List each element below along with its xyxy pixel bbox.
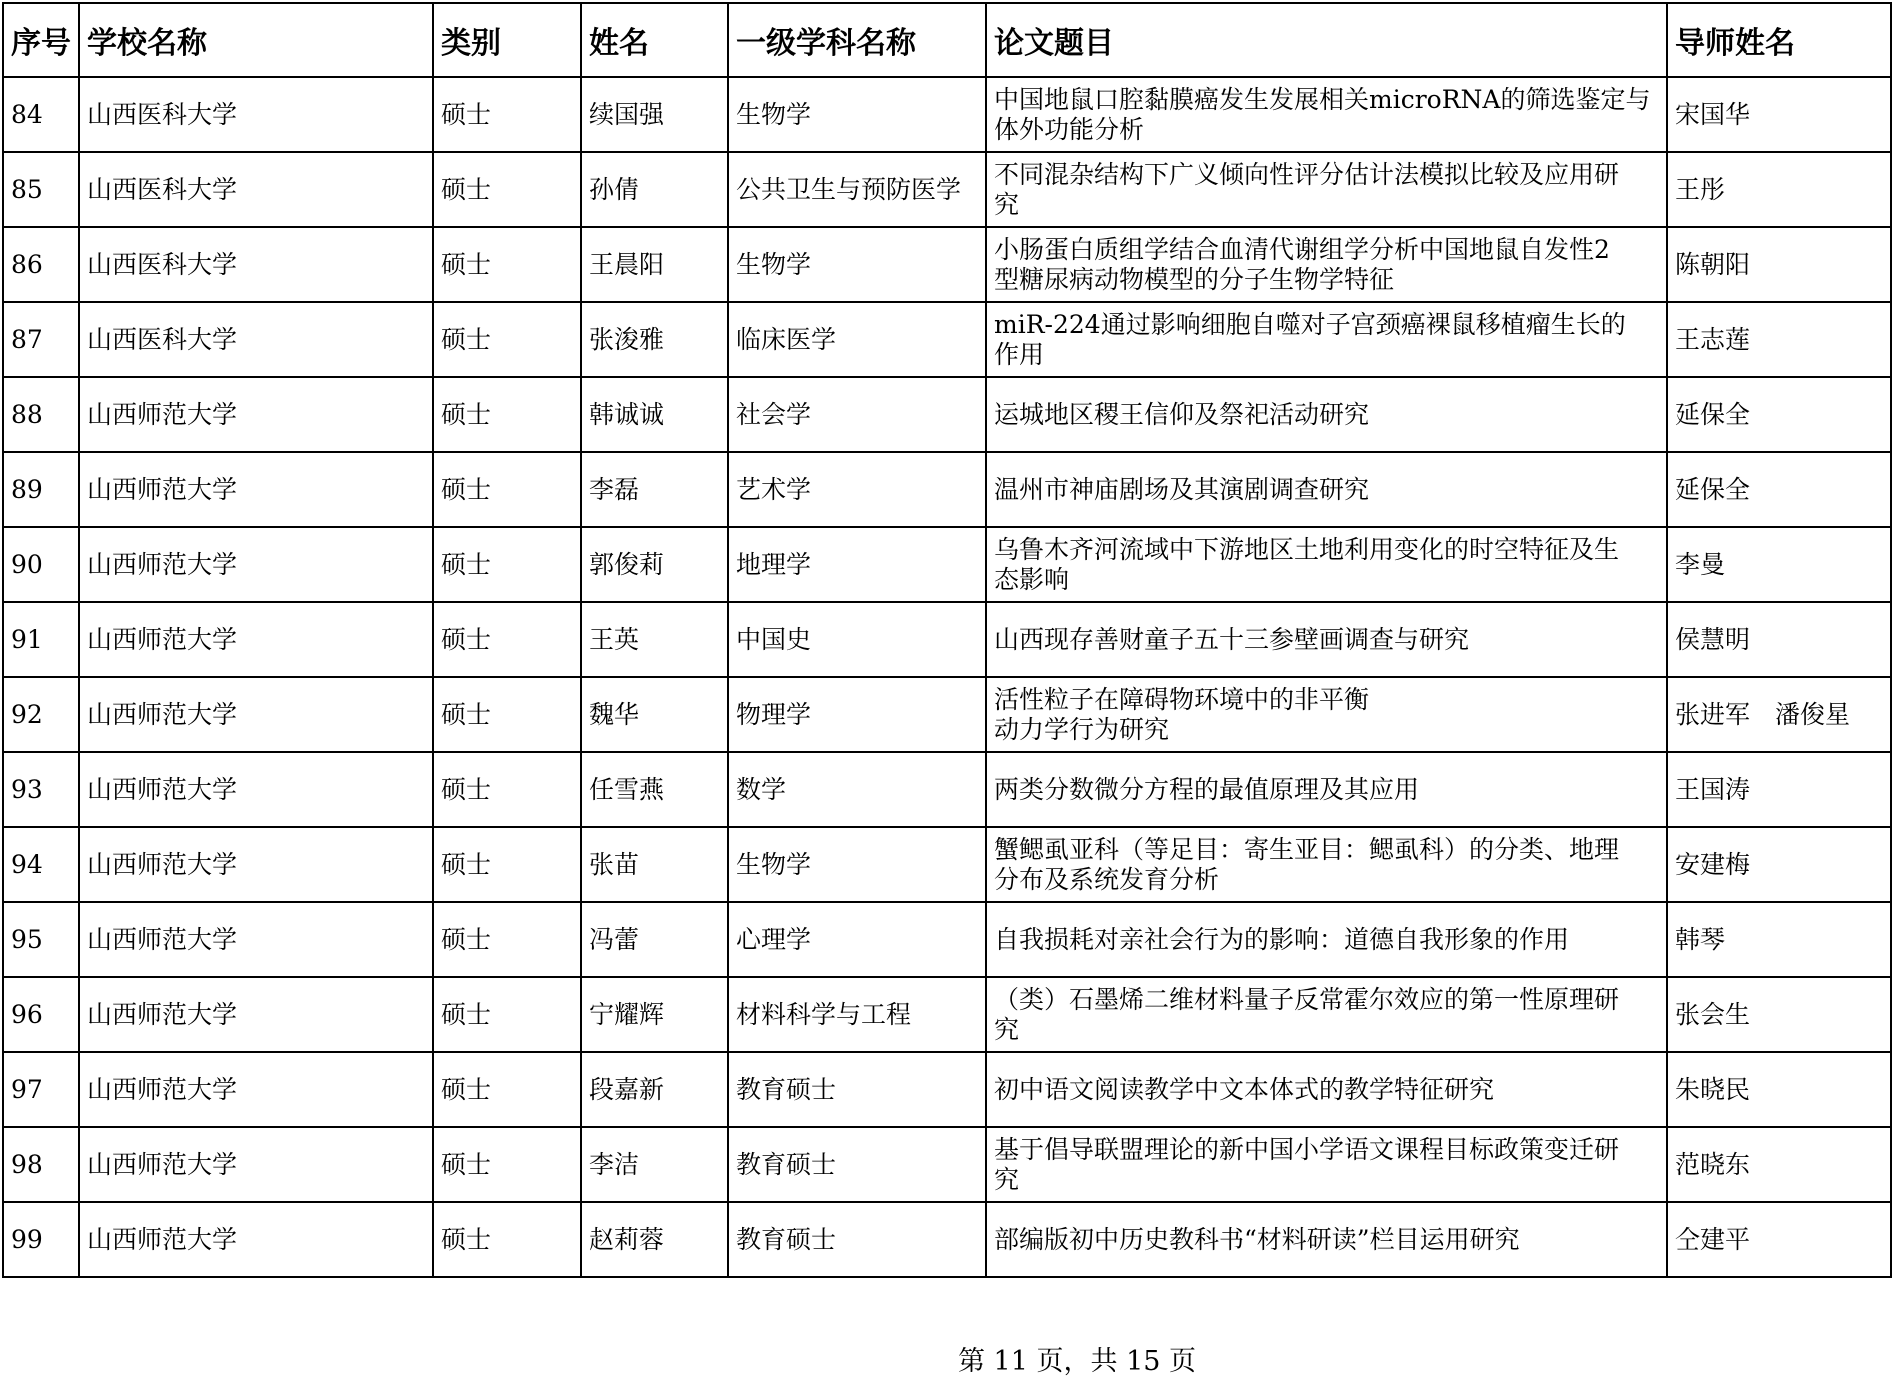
cell-thesis-title: 两类分数微分方程的最值原理及其应用: [986, 752, 1667, 827]
cell-advisor-name: 安建梅: [1667, 827, 1891, 902]
page-number-footer: 第 11 页，共 15 页: [957, 1346, 1197, 1377]
cell-degree-type: 硕士: [433, 602, 581, 677]
cell-advisor-name: 韩琴: [1667, 902, 1891, 977]
cell-advisor-name: 张进军 潘俊星: [1667, 677, 1891, 752]
table-header: [3, 3, 1891, 77]
table-row: [3, 902, 1891, 977]
cell-thesis-title: 自我损耗对亲社会行为的影响：道德自我形象的作用: [986, 902, 1667, 977]
cell-degree-type: 硕士: [433, 452, 581, 527]
header-thesis-title: 论文题目: [986, 3, 1667, 77]
cell-discipline: 临床医学: [728, 302, 986, 377]
cell-thesis-title: 初中语文阅读教学中文本体式的教学特征研究: [986, 1052, 1667, 1127]
cell-degree-type: 硕士: [433, 1127, 581, 1202]
header-serial-number: 序号: [3, 3, 79, 77]
thesis-list-table: [2, 2, 1892, 1278]
cell-discipline: 公共卫生与预防医学: [728, 152, 986, 227]
cell-student-name: 郭俊莉: [581, 527, 728, 602]
cell-advisor-name: 延保全: [1667, 452, 1891, 527]
cell-student-name: 魏华: [581, 677, 728, 752]
cell-student-name: 王英: [581, 602, 728, 677]
cell-school-name: 山西医科大学: [79, 77, 433, 152]
header-degree-type: 类别: [433, 3, 581, 77]
table-row: [3, 452, 1891, 527]
table-row: [3, 1052, 1891, 1127]
cell-degree-type: 硕士: [433, 527, 581, 602]
header-row: [3, 3, 1891, 77]
cell-school-name: 山西师范大学: [79, 752, 433, 827]
cell-school-name: 山西师范大学: [79, 452, 433, 527]
cell-degree-type: 硕士: [433, 677, 581, 752]
cell-thesis-title: 乌鲁木齐河流域中下游地区土地利用变化的时空特征及生 态影响: [986, 527, 1667, 602]
header-school-name: 学校名称: [79, 3, 433, 77]
cell-thesis-title: 部编版初中历史教科书“材料研读”栏目运用研究: [986, 1202, 1667, 1277]
cell-student-name: 冯蕾: [581, 902, 728, 977]
cell-thesis-title: 基于倡导联盟理论的新中国小学语文课程目标政策变迁研 究: [986, 1127, 1667, 1202]
table-row: [3, 752, 1891, 827]
header-advisor-name: 导师姓名: [1667, 3, 1891, 77]
cell-serial-number: 98: [3, 1127, 79, 1202]
table-row: [3, 377, 1891, 452]
cell-student-name: 张苗: [581, 827, 728, 902]
table-row: [3, 227, 1891, 302]
header-student-name: 姓名: [581, 3, 728, 77]
cell-thesis-title: 蟹鳃虱亚科（等足目：寄生亚目：鳃虱科）的分类、地理 分布及系统发育分析: [986, 827, 1667, 902]
cell-degree-type: 硕士: [433, 827, 581, 902]
cell-student-name: 李洁: [581, 1127, 728, 1202]
cell-serial-number: 91: [3, 602, 79, 677]
cell-student-name: 李磊: [581, 452, 728, 527]
cell-thesis-title: 中国地鼠口腔黏膜癌发生发展相关microRNA的筛选鉴定与 体外功能分析: [986, 77, 1667, 152]
cell-school-name: 山西师范大学: [79, 677, 433, 752]
cell-serial-number: 90: [3, 527, 79, 602]
table-row: [3, 527, 1891, 602]
table-row: [3, 677, 1891, 752]
cell-thesis-title: 小肠蛋白质组学结合血清代谢组学分析中国地鼠自发性2 型糖尿病动物模型的分子生物学特征: [986, 227, 1667, 302]
cell-degree-type: 硕士: [433, 977, 581, 1052]
cell-discipline: 物理学: [728, 677, 986, 752]
cell-student-name: 续国强: [581, 77, 728, 152]
cell-school-name: 山西师范大学: [79, 602, 433, 677]
table-body: [3, 77, 1891, 1277]
cell-school-name: 山西师范大学: [79, 977, 433, 1052]
cell-discipline: 数学: [728, 752, 986, 827]
cell-discipline: 生物学: [728, 227, 986, 302]
cell-thesis-title: （类）石墨烯二维材料量子反常霍尔效应的第一性原理研 究: [986, 977, 1667, 1052]
cell-advisor-name: 张会生: [1667, 977, 1891, 1052]
cell-serial-number: 85: [3, 152, 79, 227]
cell-advisor-name: 李曼: [1667, 527, 1891, 602]
cell-thesis-title: miR-224通过影响细胞自噬对子宫颈癌裸鼠移植瘤生长的 作用: [986, 302, 1667, 377]
cell-advisor-name: 王国涛: [1667, 752, 1891, 827]
cell-degree-type: 硕士: [433, 752, 581, 827]
cell-degree-type: 硕士: [433, 1052, 581, 1127]
cell-thesis-title: 温州市神庙剧场及其演剧调查研究: [986, 452, 1667, 527]
table-row: [3, 977, 1891, 1052]
cell-advisor-name: 王志莲: [1667, 302, 1891, 377]
table-row: [3, 152, 1891, 227]
cell-discipline: 社会学: [728, 377, 986, 452]
cell-serial-number: 99: [3, 1202, 79, 1277]
cell-degree-type: 硕士: [433, 1202, 581, 1277]
cell-student-name: 张浚雅: [581, 302, 728, 377]
cell-advisor-name: 范晓东: [1667, 1127, 1891, 1202]
cell-serial-number: 86: [3, 227, 79, 302]
cell-degree-type: 硕士: [433, 377, 581, 452]
cell-serial-number: 96: [3, 977, 79, 1052]
cell-discipline: 教育硕士: [728, 1052, 986, 1127]
cell-student-name: 任雪燕: [581, 752, 728, 827]
cell-thesis-title: 活性粒子在障碍物环境中的非平衡 动力学行为研究: [986, 677, 1667, 752]
cell-degree-type: 硕士: [433, 302, 581, 377]
cell-school-name: 山西医科大学: [79, 227, 433, 302]
cell-school-name: 山西师范大学: [79, 1202, 433, 1277]
table-row: [3, 602, 1891, 677]
cell-school-name: 山西医科大学: [79, 152, 433, 227]
cell-serial-number: 87: [3, 302, 79, 377]
cell-student-name: 赵莉蓉: [581, 1202, 728, 1277]
cell-thesis-title: 不同混杂结构下广义倾向性评分估计法模拟比较及应用研 究: [986, 152, 1667, 227]
cell-advisor-name: 宋国华: [1667, 77, 1891, 152]
table-row: [3, 827, 1891, 902]
cell-school-name: 山西师范大学: [79, 377, 433, 452]
cell-discipline: 心理学: [728, 902, 986, 977]
cell-degree-type: 硕士: [433, 77, 581, 152]
cell-student-name: 韩诚诚: [581, 377, 728, 452]
cell-discipline: 教育硕士: [728, 1127, 986, 1202]
table-row: [3, 1202, 1891, 1277]
cell-serial-number: 88: [3, 377, 79, 452]
cell-discipline: 艺术学: [728, 452, 986, 527]
cell-student-name: 段嘉新: [581, 1052, 728, 1127]
cell-student-name: 孙倩: [581, 152, 728, 227]
cell-school-name: 山西师范大学: [79, 527, 433, 602]
cell-serial-number: 95: [3, 902, 79, 977]
table-row: [3, 77, 1891, 152]
cell-advisor-name: 王彤: [1667, 152, 1891, 227]
cell-discipline: 生物学: [728, 77, 986, 152]
cell-thesis-title: 山西现存善财童子五十三参壁画调查与研究: [986, 602, 1667, 677]
cell-advisor-name: 朱晓民: [1667, 1052, 1891, 1127]
cell-serial-number: 94: [3, 827, 79, 902]
cell-school-name: 山西师范大学: [79, 1127, 433, 1202]
header-discipline: 一级学科名称: [728, 3, 986, 77]
cell-thesis-title: 运城地区稷王信仰及祭祀活动研究: [986, 377, 1667, 452]
table-row: [3, 302, 1891, 377]
cell-school-name: 山西医科大学: [79, 302, 433, 377]
cell-serial-number: 89: [3, 452, 79, 527]
cell-student-name: 宁耀辉: [581, 977, 728, 1052]
cell-degree-type: 硕士: [433, 152, 581, 227]
cell-degree-type: 硕士: [433, 902, 581, 977]
cell-serial-number: 92: [3, 677, 79, 752]
cell-advisor-name: 侯慧明: [1667, 602, 1891, 677]
cell-discipline: 生物学: [728, 827, 986, 902]
cell-school-name: 山西师范大学: [79, 827, 433, 902]
cell-school-name: 山西师范大学: [79, 902, 433, 977]
cell-serial-number: 93: [3, 752, 79, 827]
cell-advisor-name: 延保全: [1667, 377, 1891, 452]
cell-discipline: 教育硕士: [728, 1202, 986, 1277]
cell-advisor-name: 陈朝阳: [1667, 227, 1891, 302]
cell-discipline: 材料科学与工程: [728, 977, 986, 1052]
cell-discipline: 地理学: [728, 527, 986, 602]
cell-serial-number: 97: [3, 1052, 79, 1127]
cell-discipline: 中国史: [728, 602, 986, 677]
table-row: [3, 1127, 1891, 1202]
cell-serial-number: 84: [3, 77, 79, 152]
cell-school-name: 山西师范大学: [79, 1052, 433, 1127]
cell-degree-type: 硕士: [433, 227, 581, 302]
cell-advisor-name: 仝建平: [1667, 1202, 1891, 1277]
cell-student-name: 王晨阳: [581, 227, 728, 302]
